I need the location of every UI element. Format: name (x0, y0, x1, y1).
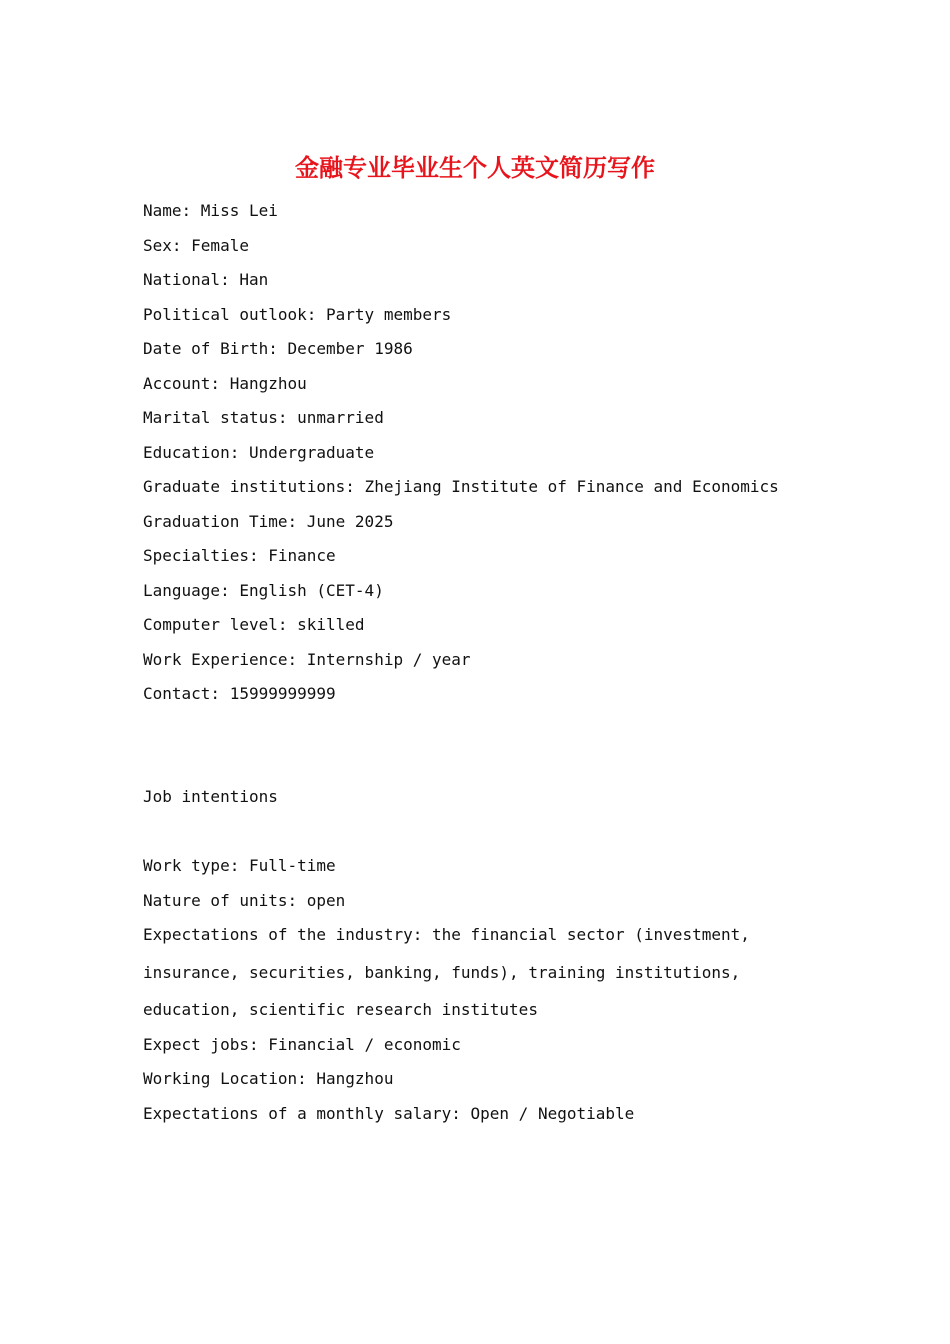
computer-level-line: Computer level: skilled (143, 615, 365, 634)
political-outlook-line: Political outlook: Party members (143, 304, 452, 324)
date-of-birth-line: Date of Birth: December 1986 (143, 339, 413, 358)
name-line: Name: Miss Lei (143, 201, 278, 220)
national-line: National: Han (143, 270, 269, 289)
industry-line-3: education, scientific research institutes (143, 1000, 538, 1019)
marital-status-line: Marital status: unmarried (143, 408, 384, 427)
industry-line-1: Expectations of the industry: the financial sector (investment, (143, 925, 750, 944)
contact-line: Contact: 15999999999 (143, 684, 336, 703)
language-line: Language: English (CET-4) (143, 580, 384, 600)
work-type-line: Work type: Full-time (143, 856, 336, 875)
account-line: Account: Hangzhou (143, 373, 307, 393)
work-experience-line: Work Experience: Internship / year (143, 649, 471, 669)
industry-line-2: insurance, securities, banking, funds), training institutions, (143, 962, 741, 982)
graduate-institutions-line: Graduate institutions: Zhejiang Institute of Finance and Economics (143, 477, 779, 496)
education-line: Education: Undergraduate (143, 442, 375, 462)
document-title: 金融专业毕业生个人英文简历写作 (295, 153, 655, 182)
job-intentions-heading: Job intentions (143, 787, 278, 806)
graduation-time-line: Graduation Time: June 2025 (143, 511, 394, 531)
specialties-line: Specialties: Finance (143, 546, 336, 565)
sex-line: Sex: Female (143, 235, 249, 255)
nature-of-units-line: Nature of units: open (143, 890, 346, 910)
monthly-salary-line: Expectations of a monthly salary: Open / Negotiable (143, 1103, 635, 1123)
working-location-line: Working Location: Hangzhou (143, 1069, 394, 1088)
expect-jobs-line: Expect jobs: Financial / economic (143, 1034, 461, 1054)
job-intentions-section (143, 852, 823, 1134)
personal-info-section (143, 197, 823, 715)
